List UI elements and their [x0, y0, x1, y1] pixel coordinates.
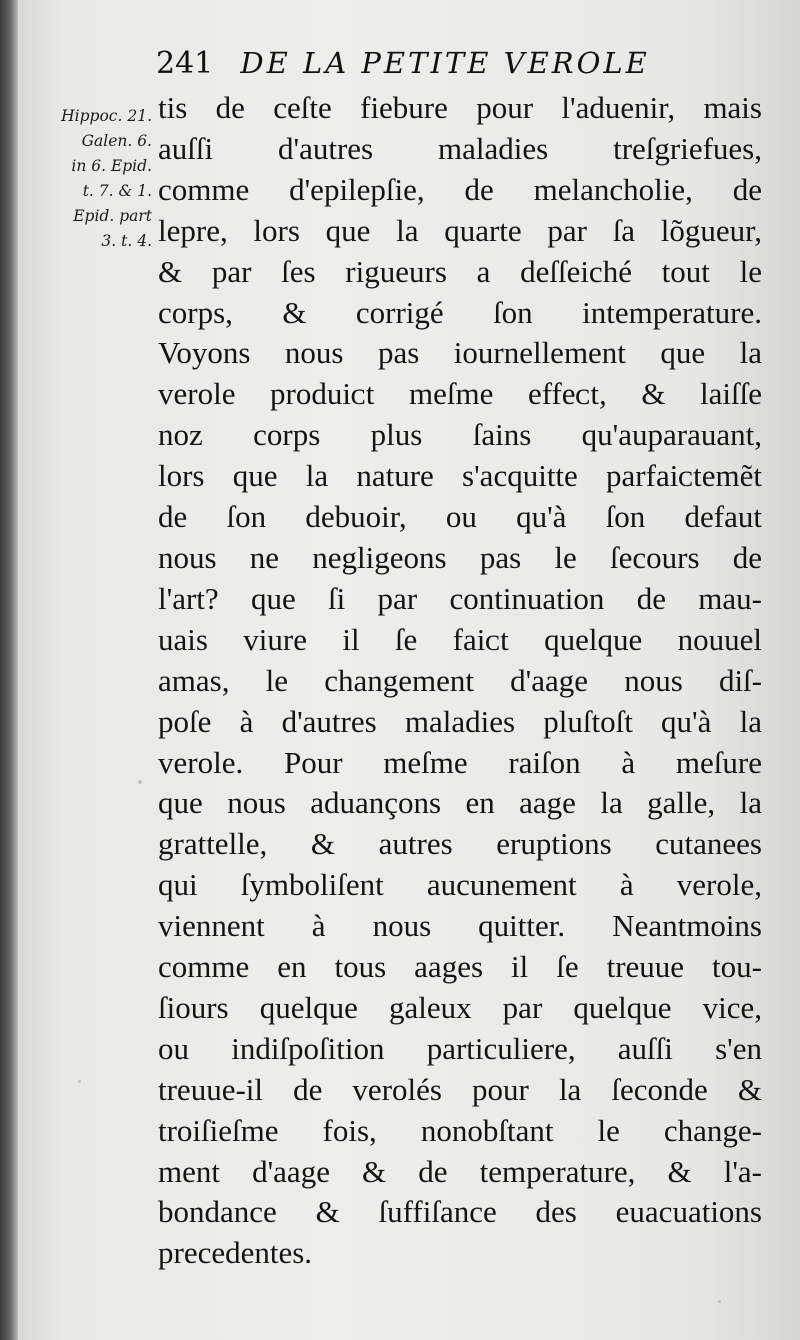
- margin-note-line: t. 7. & 1.: [82, 182, 152, 200]
- text-line: corps, & corrigé ſon intemperature.: [158, 294, 762, 330]
- margin-note-line: Epid. part: [73, 207, 152, 225]
- body-text: [158, 88, 762, 1274]
- margin-note-line: Galen. 6.: [81, 132, 152, 150]
- text-line: nous ne negligeons pas le ſecours de: [158, 539, 762, 575]
- text-line: ou indiſpoſition particuliere, auſſi s'en: [158, 1030, 762, 1066]
- text-line: qui ſymboliſent aucunement à verole,: [158, 867, 762, 903]
- page-number: 241: [156, 46, 214, 81]
- text-line-final: precedentes.: [158, 1235, 313, 1271]
- text-line: Voyons nous pas iournellement que la: [158, 335, 762, 371]
- text-line: comme d'epilepſie, de melancholie, de: [158, 171, 762, 207]
- text-line: verole. Pour meſme raiſon à meſure: [158, 744, 762, 780]
- text-line: treuue-il de verolés pour la ſeconde &: [158, 1071, 762, 1107]
- paper-speck: [138, 780, 142, 784]
- text-line: tis de ceſte fiebure pour l'aduenir, mais: [158, 90, 762, 125]
- text-line: amas, le changement d'aage nous diſ-: [158, 662, 762, 698]
- text-line: ſiours quelque galeux par quelque vice,: [158, 989, 762, 1025]
- text-line: noz corps plus ſains qu'auparauant,: [158, 417, 762, 453]
- text-line: comme en tous aages il ſe treuue tou-: [158, 949, 762, 985]
- text-line: poſe à d'autres maladies pluſtoſt qu'à la: [158, 703, 762, 739]
- text-line: bondance & ſuffiſance des euacuations: [158, 1194, 762, 1230]
- margin-note-line: 3. t. 4.: [101, 232, 152, 250]
- text-line: lepre, lors que la quarte par ſa lõgueur,: [158, 212, 762, 248]
- text-line: & par ſes rigueurs a deſſeiché tout le: [158, 253, 762, 289]
- margin-note-line: Hippoc. 21.: [61, 107, 152, 125]
- margin-note-line: in 6. Epid.: [71, 157, 152, 175]
- paper-speck: [78, 1080, 81, 1083]
- running-head: DE LA PETITE VEROLE: [240, 46, 650, 80]
- text-line: viennent à nous quitter. Neantmoins: [158, 908, 762, 944]
- text-line: lors que la nature s'acquitte parfaiᴄtemẽt: [158, 458, 762, 494]
- text-line: auſſi d'autres maladies treſgriefues,: [158, 130, 762, 166]
- margin-notes: [28, 104, 152, 254]
- text-line: verole produiᴄt meſme effeᴄt, & laiſſe: [158, 376, 762, 412]
- page-left-shadow: [0, 0, 18, 1340]
- text-line: grattelle, & autres eruptions cutanees: [158, 826, 762, 862]
- book-page: [18, 0, 800, 1340]
- page-header: [156, 46, 756, 90]
- text-line: que nous aduançons en aage la galle, la: [158, 785, 762, 821]
- paper-speck: [718, 1300, 721, 1303]
- text-line: uais viure il ſe faiᴄt quelque nouuel: [158, 621, 762, 657]
- text-line: troiſieſme fois, nonobſtant le change-: [158, 1112, 762, 1148]
- text-line: l'art? que ſi par continuation de mau-: [158, 580, 762, 616]
- text-line: de ſon debuoir, ou qu'à ſon defaut: [158, 499, 762, 535]
- text-line: ment d'aage & de temperature, & l'a-: [158, 1153, 762, 1189]
